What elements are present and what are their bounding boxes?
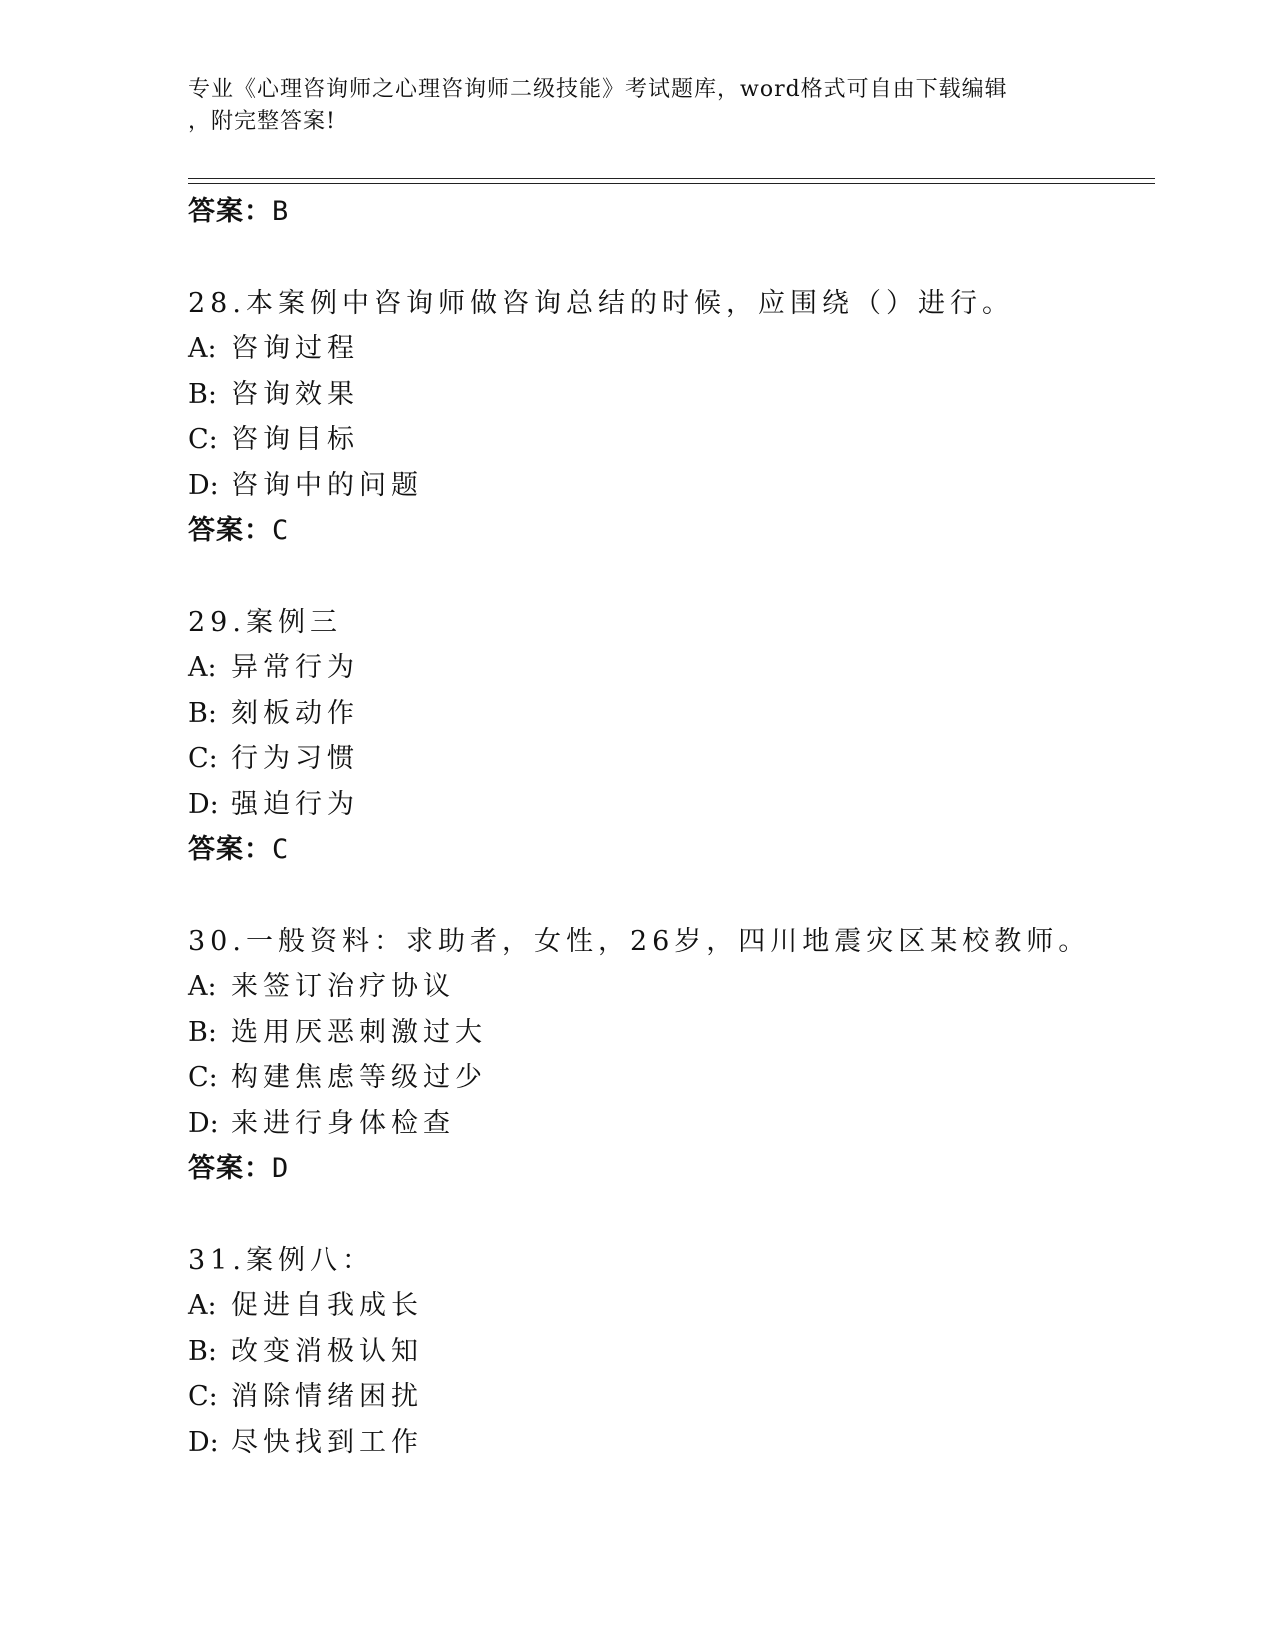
- option-b: [188, 1329, 1148, 1375]
- option-c: [188, 1374, 1148, 1420]
- spacer: [188, 872, 1148, 919]
- option-text: 强迫行为: [231, 788, 359, 820]
- option-key: A:: [188, 971, 217, 1002]
- option-d: [188, 1101, 1148, 1147]
- option-d: [188, 463, 1148, 509]
- answer-label: 答案：: [188, 1153, 272, 1184]
- answer-value: B: [272, 196, 290, 227]
- option-text: 改变消极认知: [231, 1335, 423, 1367]
- option-key: B:: [188, 1016, 217, 1048]
- answer-label: 答案：: [188, 834, 272, 865]
- option-c: [188, 417, 1148, 463]
- option-key: A:: [188, 652, 217, 683]
- option-key: D:: [188, 1426, 219, 1458]
- answer-value: D: [272, 1153, 290, 1184]
- option-d: [188, 1420, 1148, 1466]
- option-key: B:: [188, 697, 217, 729]
- answer-line: [188, 189, 1148, 234]
- option-text: 构建焦虑等级过少: [231, 1062, 487, 1093]
- option-text: 咨询目标: [231, 424, 359, 455]
- option-text: 异常行为: [231, 652, 359, 683]
- option-key: D:: [188, 469, 219, 501]
- answer-line: [188, 508, 1148, 553]
- spacer: [188, 1191, 1148, 1238]
- header-line-2: ，附完整答案!: [188, 109, 336, 134]
- option-text: 行为习惯: [231, 743, 359, 774]
- option-a: [188, 964, 1148, 1010]
- option-a: [188, 326, 1148, 372]
- option-d: [188, 782, 1148, 828]
- option-key: D:: [188, 788, 219, 820]
- answer-line: [188, 1146, 1148, 1191]
- question-stem: 30.一般资料：求助者，女性，26岁，四川地震灾区某校教师。: [188, 926, 1091, 957]
- option-text: 咨询中的问题: [231, 469, 423, 501]
- option-a: [188, 1283, 1148, 1329]
- answer-value: C: [272, 834, 290, 865]
- document-body: [188, 189, 1148, 1465]
- question-block: [188, 600, 1148, 872]
- option-text: 消除情绪困扰: [231, 1381, 423, 1412]
- option-text: 咨询效果: [231, 378, 359, 410]
- option-text: 咨询过程: [231, 333, 359, 364]
- spacer: [188, 553, 1148, 600]
- question-block: [188, 919, 1148, 1191]
- option-text: 尽快找到工作: [231, 1426, 423, 1458]
- option-key: C:: [188, 743, 218, 774]
- answer-line: [188, 827, 1148, 872]
- option-key: C:: [188, 1062, 218, 1093]
- option-b: [188, 691, 1148, 737]
- answer-label: 答案：: [188, 515, 272, 546]
- spacer: [188, 234, 1148, 281]
- option-text: 来签订治疗协议: [231, 971, 455, 1002]
- option-key: A:: [188, 333, 217, 364]
- question-stem: 29.案例三: [188, 607, 342, 638]
- option-b: [188, 1010, 1148, 1056]
- answer-label: 答案：: [188, 196, 272, 227]
- option-key: B:: [188, 1335, 217, 1367]
- option-key: C:: [188, 1381, 218, 1412]
- question-stem: 28.本案例中咨询师做咨询总结的时候，应围绕（）进行。: [188, 288, 1014, 319]
- question-stem: 31.案例八：: [188, 1245, 374, 1276]
- question-block: [188, 281, 1148, 553]
- option-c: [188, 1055, 1148, 1101]
- option-key: C:: [188, 424, 218, 455]
- option-key: D:: [188, 1107, 219, 1139]
- option-text: 刻板动作: [231, 697, 359, 729]
- option-text: 来进行身体检查: [231, 1107, 455, 1139]
- option-key: B:: [188, 378, 217, 410]
- option-c: [188, 736, 1148, 782]
- document-header: [188, 74, 1088, 138]
- header-line-1: 专业《心理咨询师之心理咨询师二级技能》考试题库，word格式可自由下载编辑: [188, 77, 1008, 102]
- option-b: [188, 372, 1148, 418]
- option-text: 选用厌恶刺激过大: [231, 1016, 487, 1048]
- option-a: [188, 645, 1148, 691]
- header-divider-top: [188, 178, 1155, 179]
- answer-value: C: [272, 515, 290, 546]
- question-block: [188, 1238, 1148, 1465]
- header-divider-bottom: [188, 183, 1155, 184]
- option-key: A:: [188, 1290, 217, 1321]
- option-text: 促进自我成长: [231, 1290, 423, 1321]
